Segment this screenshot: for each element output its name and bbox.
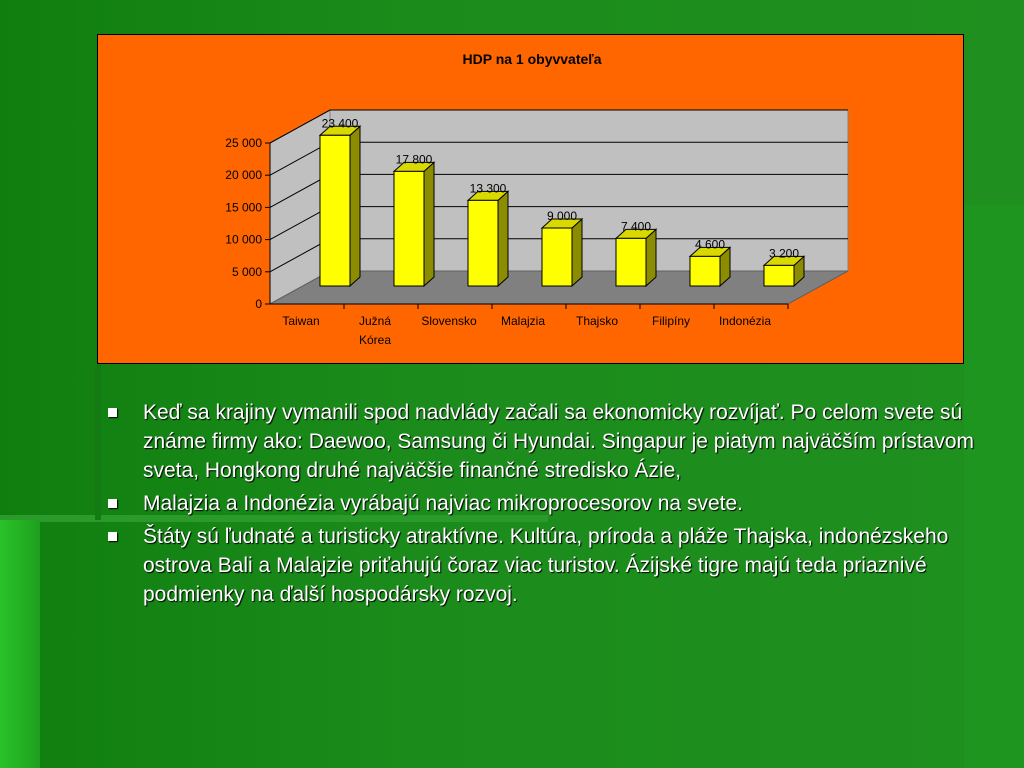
bullet-list — [108, 398, 998, 613]
chart-panel — [97, 34, 964, 364]
data-label: 17 800 — [395, 152, 433, 167]
bar — [764, 265, 794, 286]
data-label: 7 400 — [620, 219, 652, 234]
bar — [320, 135, 350, 286]
y-tick-label: 25 000 — [225, 136, 262, 150]
bar-side — [572, 219, 582, 286]
data-label: 13 300 — [469, 181, 507, 196]
data-label: 23 400 — [321, 116, 359, 131]
x-tick-label: Filipíny — [651, 314, 691, 328]
bar-side — [498, 191, 508, 286]
y-tick-label: 10 000 — [225, 232, 262, 247]
chart-title: HDP na 1 obyvvateľa — [462, 51, 602, 67]
x-tick-label: Malajzia — [500, 314, 546, 328]
bar — [394, 171, 424, 286]
y-tick-label: 20 000 — [225, 168, 262, 183]
bar — [542, 228, 572, 286]
x-tick-label: Slovensko — [421, 314, 477, 328]
bullet-item — [108, 398, 998, 485]
x-tick-label: Južná — [358, 314, 392, 328]
data-label: 4 600 — [694, 237, 726, 252]
square-bullet-icon — [108, 532, 117, 541]
bullet-item — [108, 522, 998, 609]
bar — [468, 200, 498, 286]
x-tick-label: Taiwan — [282, 314, 320, 328]
background-band — [95, 365, 101, 520]
bullet-text: Malajzia a Indonézia vyrábajú najviac mikroprocesorov na svete. — [143, 492, 743, 515]
y-tick-label: 5 000 — [231, 264, 262, 279]
x-tick-label: Thajsko — [575, 314, 619, 328]
bullet-text: Štáty sú ľudnaté a turisticky atraktívne. Kultúra, príroda a pláže Thajska, indonézskeho ostrova Bali a Malajzie priťahujú čoraz viac turistov. Ázijské tigre majú teda priaznivé podmienky na ďalší hospodársky rozvoj. — [143, 525, 949, 606]
data-label: 3 200 — [768, 246, 800, 261]
bar — [616, 238, 646, 286]
background-band — [0, 520, 40, 768]
y-tick-label: 0 — [255, 297, 262, 311]
bar-side — [424, 162, 434, 286]
x-tick-label: Indonézia — [718, 314, 772, 328]
data-label: 9 000 — [546, 209, 578, 224]
square-bullet-icon — [108, 408, 117, 417]
square-bullet-icon — [108, 499, 117, 508]
bar — [690, 256, 720, 286]
bullet-item — [108, 489, 998, 518]
bar-side — [646, 229, 656, 286]
x-tick-label: Kórea — [358, 333, 392, 347]
bar-side — [350, 126, 360, 286]
y-tick-label: 15 000 — [225, 200, 262, 215]
bar-chart — [98, 35, 965, 365]
bullet-text: Keď sa krajiny vymanili spod nadvlády začali sa ekonomicky rozvíjať. Po celom svete sú známe firmy ako: Daewoo, Samsung či Hyundai. Singapur je piatym najväčším prístavom sveta, Hongkong druhé najväčšie finančné stredisko Ázie, — [143, 401, 975, 482]
